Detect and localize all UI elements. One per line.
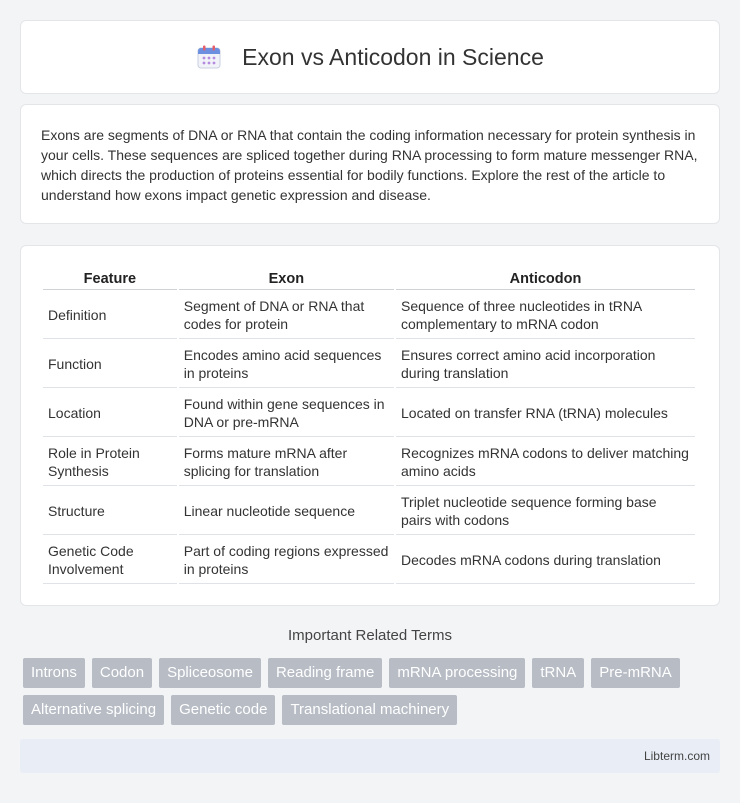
cell-anticodon: Recognizes mRNA codons to deliver matching amino acids [396, 439, 695, 486]
cell-anticodon: Sequence of three nucleotides in tRNA complementary to mRNA codon [396, 292, 695, 339]
cell-feature: Location [43, 390, 177, 437]
table-row [43, 537, 695, 584]
cell-exon: Forms mature mRNA after splicing for translation [179, 439, 394, 486]
tag-alternative-splicing[interactable]: Alternative splicing [23, 695, 164, 725]
title-wrap [196, 44, 544, 71]
footer [20, 739, 720, 773]
tag-spliceosome[interactable]: Spliceosome [159, 658, 261, 688]
table-row [43, 439, 695, 486]
related-terms-title: Important Related Terms [288, 627, 452, 644]
table-row [43, 341, 695, 388]
cell-feature: Function [43, 341, 177, 388]
comparison-table [41, 266, 697, 586]
cell-exon: Encodes amino acid sequences in proteins [179, 341, 394, 388]
comparison-table-card [20, 245, 720, 606]
cell-feature: Definition [43, 292, 177, 339]
cell-exon: Segment of DNA or RNA that codes for protein [179, 292, 394, 339]
page-title: Exon vs Anticodon in Science [242, 43, 544, 70]
cell-exon: Found within gene sequences in DNA or pre-mRNA [179, 390, 394, 437]
header-feature: Feature [43, 268, 177, 290]
tag-reading-frame[interactable]: Reading frame [268, 658, 382, 688]
table-row [43, 292, 695, 339]
cell-feature: Structure [43, 488, 177, 535]
cell-feature: Role in Protein Synthesis [43, 439, 177, 486]
intro-paragraph: Exons are segments of DNA or RNA that contain the coding information necessary for protein synthesis in your cells. These sequences are spliced together during RNA processing to form mature messenger RNA, which directs the production of proteins essential for bodily functions. Explore the rest of the article to understand how exons impact genetic expression and disease. [41, 127, 698, 203]
tag-codon[interactable]: Codon [92, 658, 152, 688]
footer-brand-link[interactable]: Libterm.com [643, 749, 710, 763]
table-row [43, 390, 695, 437]
calendar-icon [196, 44, 222, 70]
header-card [20, 20, 720, 94]
header-exon: Exon [179, 268, 394, 290]
table-row [43, 488, 695, 535]
header-anticodon: Anticodon [396, 268, 695, 290]
tag-mrna-processing[interactable]: mRNA processing [389, 658, 525, 688]
cell-exon: Part of coding regions expressed in proteins [179, 537, 394, 584]
tag-genetic-code[interactable]: Genetic code [171, 695, 275, 725]
tag-translational-machinery[interactable]: Translational machinery [282, 695, 457, 725]
tag-introns[interactable]: Introns [23, 658, 85, 688]
tag-pre-mrna[interactable]: Pre-mRNA [591, 658, 680, 688]
tag-trna[interactable]: tRNA [532, 658, 584, 688]
table-header-row [43, 268, 695, 290]
related-terms-tags [23, 658, 723, 725]
cell-feature: Genetic Code Involvement [43, 537, 177, 584]
cell-anticodon: Located on transfer RNA (tRNA) molecules [396, 390, 695, 437]
cell-exon: Linear nucleotide sequence [179, 488, 394, 535]
cell-anticodon: Triplet nucleotide sequence forming base pairs with codons [396, 488, 695, 535]
intro-card [20, 104, 720, 224]
cell-anticodon: Ensures correct amino acid incorporation during translation [396, 341, 695, 388]
cell-anticodon: Decodes mRNA codons during translation [396, 537, 695, 584]
